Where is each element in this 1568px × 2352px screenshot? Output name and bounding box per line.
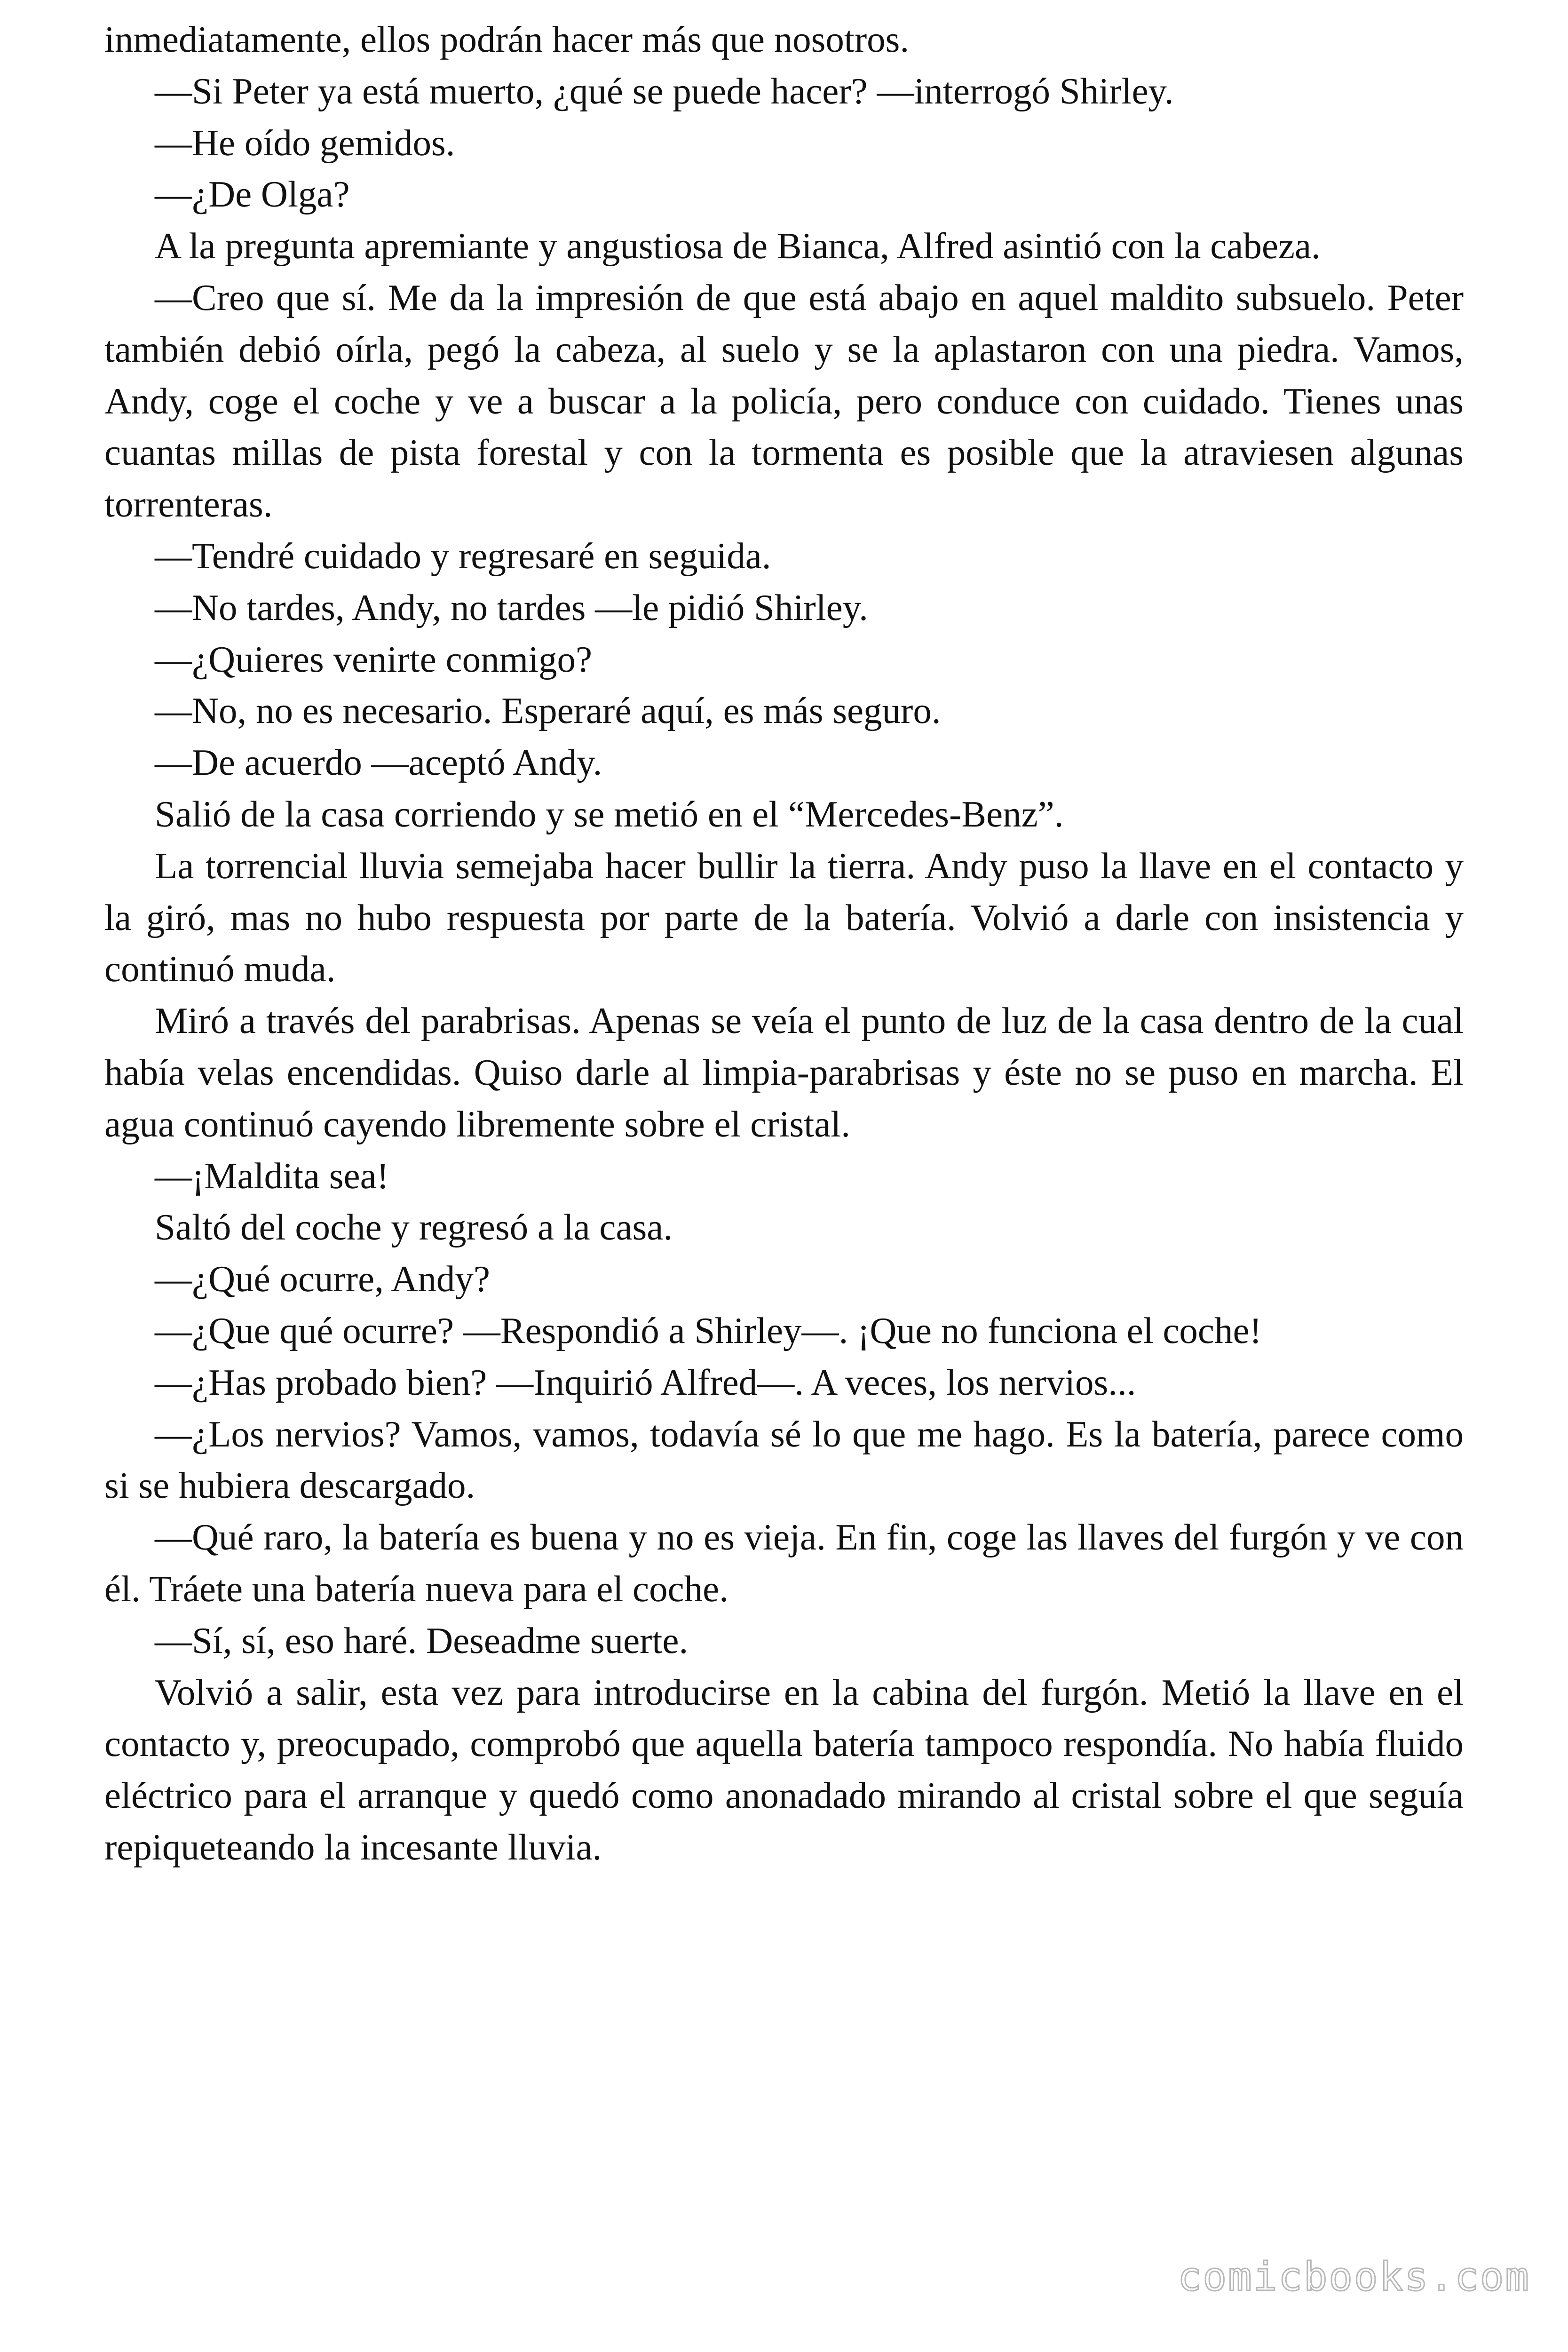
paragraph-9: —¿Quieres venirte conmigo?: [155, 639, 593, 680]
paragraph-11: —De acuerdo —aceptó Andy.: [155, 742, 602, 784]
paragraph-17: —¿Qué ocurre, Andy?: [155, 1259, 490, 1300]
paragraph-18: —¿Que qué ocurre? —Respondió a Shirley—. ¡Que no funciona el coche!: [155, 1310, 1262, 1351]
paragraph-23: Volvió a salir, esta vez para introducirse en la cabina del furgón. Metió la llave en el contacto y, preocupado, comprobó que aquella batería tampoco respondía. No había fluido eléctrico para el arranque y quedó como anonadado mirando al cristal sobre el que seguía repiqueteando la incesante lluvia.: [104, 1672, 1464, 1868]
paragraph-20: —¿Los nervios? Vamos, vamos, todavía sé lo que me hago. Es la batería, parece como si se hubiera descargado.: [104, 1414, 1464, 1507]
paragraph-21: —Qué raro, la batería es buena y no es vieja. En fin, coge las llaves del furgón y ve con él. Tráete una batería nueva para el coche.: [104, 1517, 1464, 1610]
site-watermark: comicbooks.com: [1177, 2254, 1530, 2300]
paragraph-6: —Creo que sí. Me da la impresión de que está abajo en aquel maldito subsuelo. Peter también debió oírla, pegó la cabeza, al suelo y se la aplastaron con una piedra. Vamos, Andy, coge el coche y ve a buscar a la policía, pero conduce con cuidado. Tienes unas cuantas millas de pista forestal y con la tormenta es posible que la atraviesen algunas torrenteras.: [104, 277, 1464, 525]
paragraph-16: Saltó del coche y regresó a la casa.: [155, 1207, 673, 1248]
paragraph-19: —¿Has probado bien? —Inquirió Alfred—. A veces, los nervios...: [155, 1362, 1136, 1403]
paragraph-5: A la pregunta apremiante y angustiosa de Bianca, Alfred asintió con la cabeza.: [155, 226, 1321, 267]
paragraph-13: La torrencial lluvia semejaba hacer bullir la tierra. Andy puso la llave en el contacto y la giró, mas no hubo respuesta por parte de la batería. Volvió a darle con insistencia y continuó muda.: [104, 845, 1464, 990]
paragraph-2: —Si Peter ya está muerto, ¿qué se puede hacer? —interrogó Shirley.: [155, 71, 1174, 112]
paragraph-14: Miró a través del parabrisas. Apenas se veía el punto de luz de la casa dentro de la cual había velas encendidas. Quiso darle al limpia-parabrisas y éste no se puso en marcha. El agua continuó cayendo libremente sobre el cristal.: [104, 1001, 1464, 1145]
paragraph-12: Salió de la casa corriendo y se metió en el “Mercedes-Benz”.: [155, 794, 1064, 835]
book-page-text: [104, 14, 1464, 1874]
paragraph-3: —He oído gemidos.: [155, 122, 455, 164]
paragraph-10: —No, no es necesario. Esperaré aquí, es más seguro.: [155, 691, 941, 732]
paragraph-7: —Tendré cuidado y regresaré en seguida.: [155, 535, 771, 577]
paragraph-22: —Sí, sí, eso haré. Deseadme suerte.: [155, 1620, 689, 1661]
paragraph-1: inmediatamente, ellos podrán hacer más que nosotros.: [104, 19, 910, 60]
paragraph-4: —¿De Olga?: [155, 174, 350, 215]
paragraph-15: —¡Maldita sea!: [155, 1155, 389, 1197]
paragraph-8: —No tardes, Andy, no tardes —le pidió Shirley.: [155, 587, 868, 628]
